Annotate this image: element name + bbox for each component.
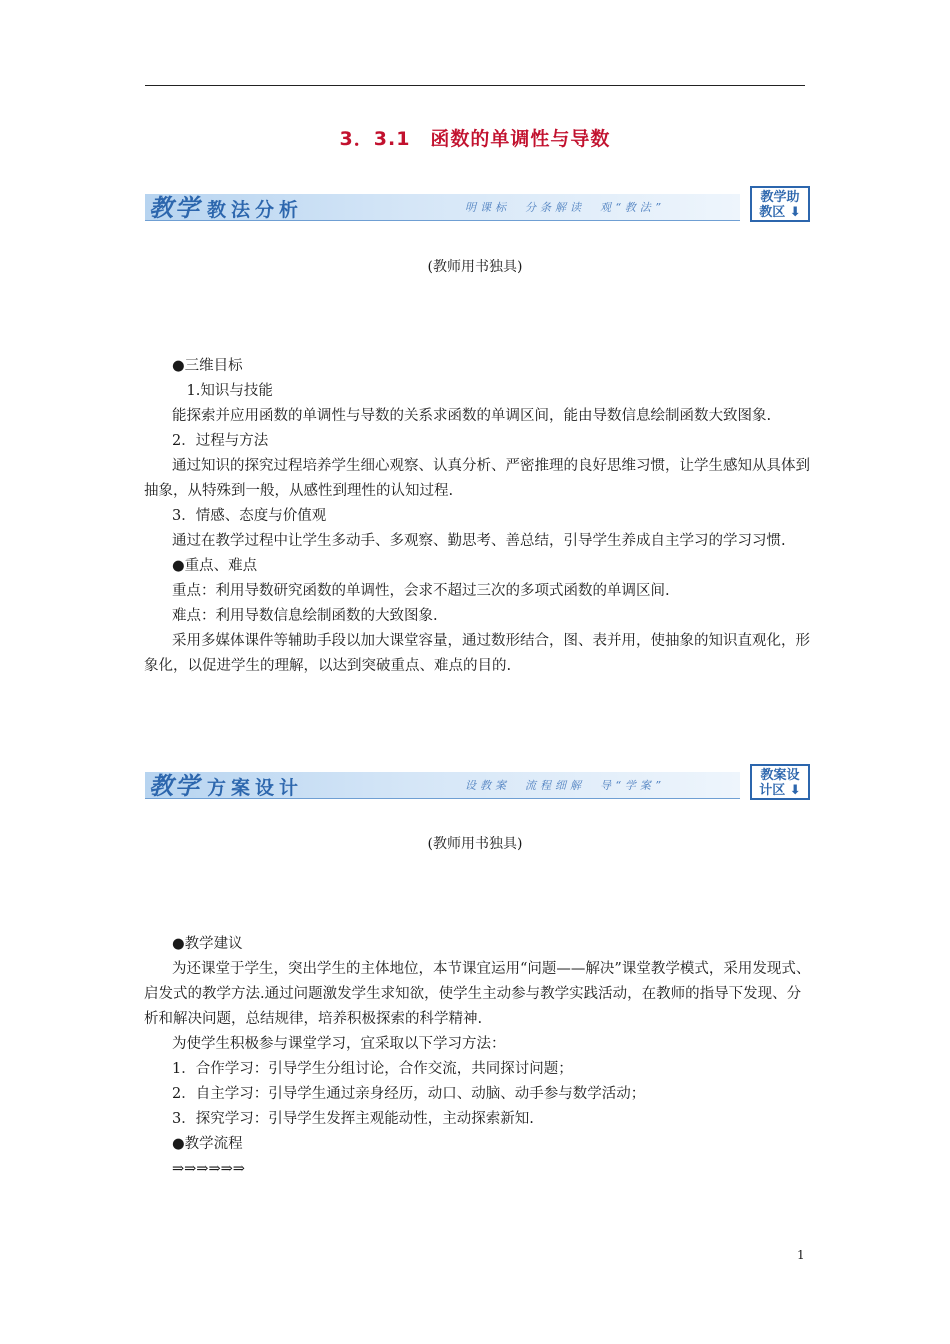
method-3: 3．探究学习：引导学生发挥主观能动性，主动探索新知. (172, 1111, 534, 1127)
banner-slogan: 明课标 分条解读 观“教法” (465, 201, 665, 214)
section-advice (144, 932, 812, 1182)
goal-3-title: 3．情感、态度与价值观 (172, 508, 327, 524)
section-goals (144, 354, 812, 679)
methods-intro: 为使学生积极参与课堂学习，宜采取以下学习方法： (172, 1036, 506, 1052)
teacher-note: (教师用书独具) (427, 836, 523, 852)
flow-arrows: ⇒⇒⇒⇒⇒⇒ (172, 1161, 245, 1177)
method-text: 采用多媒体课件等辅助手段以加大课堂容量，通过数形结合，图、表并用，使抽象的知识直观化，形象化，以促进学生的理解，以达到突破重点、难点的目的. (144, 633, 810, 674)
method-2: 2．自主学习：引导学生通过亲身经历，动口、动脑、动手参与数学活动； (172, 1086, 646, 1102)
heading-key-points: ● 重点、难点 (172, 554, 812, 579)
header-rule (145, 85, 805, 86)
banner-tag: 教学助 教区 ⬇ (750, 186, 810, 222)
banner-heading: 教学 教法分析 (149, 193, 304, 222)
banner-slogan: 设教案 流程细解 导“学案” (465, 779, 665, 792)
banner-teaching-plan (145, 764, 813, 800)
heading-advice: ● 教学建议 (172, 932, 812, 957)
goal-2-title: 2．过程与方法 (172, 433, 269, 449)
goal-1-text: 能探索并应用函数的单调性与导数的关系求函数的单调区间，能由导数信息绘制函数大致图象. (172, 408, 772, 424)
page-title: 3．3.1 函数的单调性与导数 (339, 128, 611, 150)
goal-1-title: 1.知识与技能 (186, 383, 273, 399)
difficult-point: 难点：利用导数信息绘制函数的大致图象. (172, 608, 438, 624)
banner-tag: 教案设 计区 ⬇ (750, 764, 810, 800)
method-1: 1．合作学习：引导学生分组讨论，合作交流，共同探讨问题； (172, 1061, 573, 1077)
goal-3-text: 通过在教学过程中让学生多动手、多观察、勤思考、善总结，引导学生养成自主学习的学习习惯. (172, 533, 786, 549)
page-number: 1 (797, 1248, 805, 1262)
heading-flow: ● 教学流程 (172, 1132, 812, 1157)
key-point: 重点：利用导数研究函数的单调性，会求不超过三次的多项式函数的单调区间. (172, 583, 670, 599)
banner-heading: 教学 方案设计 (149, 771, 304, 800)
heading-goals: ● 三维目标 (172, 354, 812, 379)
advice-text: 为还课堂于学生，突出学生的主体地位，本节课宜运用“问题——解决”课堂教学模式，采用发现式、启发式的教学方法.通过问题激发学生求知欲，使学生主动参与教学实践活动，在教师的指导下发现、分析和解决问题，总结规律，培养积极探索的科学精神. (144, 961, 811, 1027)
banner-teaching-analysis (145, 186, 813, 222)
goal-2-text: 通过知识的探究过程培养学生细心观察、认真分析、严密推理的良好思维习惯，让学生感知从具体到抽象，从特殊到一般，从感性到理性的认知过程. (144, 458, 810, 499)
teacher-note: (教师用书独具) (427, 259, 523, 275)
